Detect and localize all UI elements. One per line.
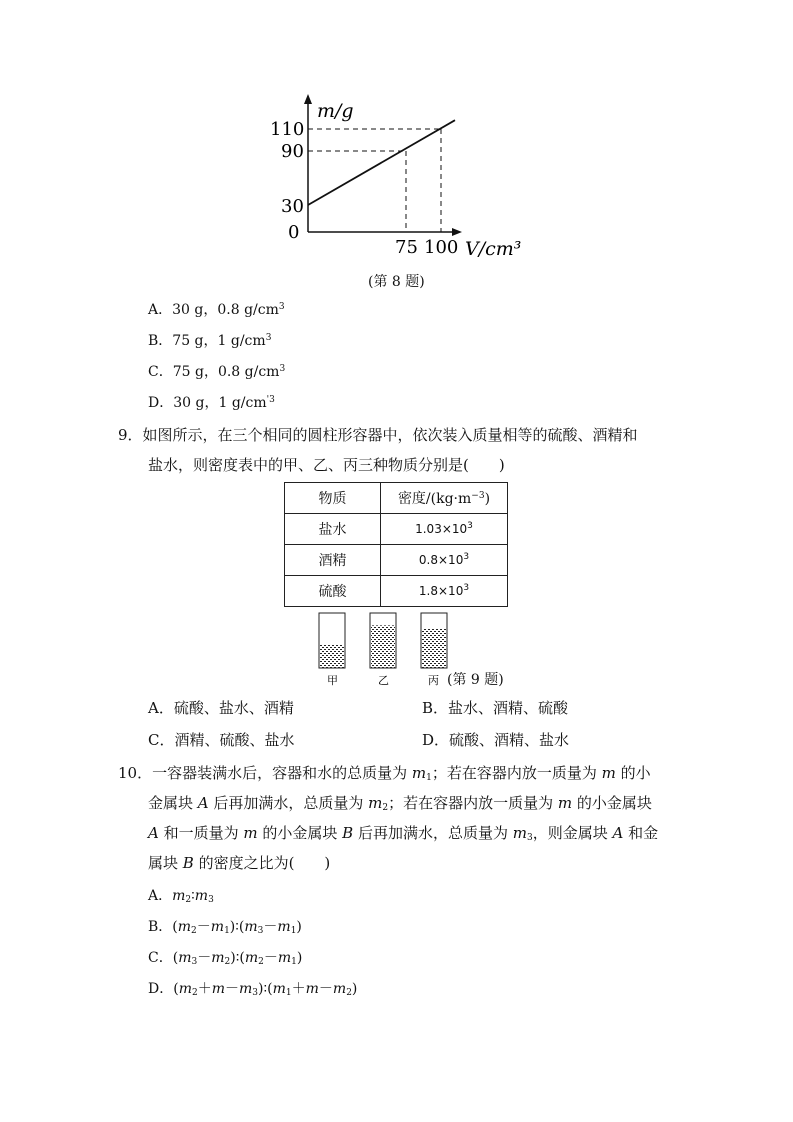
q8-option-b[interactable] (148, 331, 271, 351)
minus: － (196, 919, 211, 935)
q9-caption: (第 9 题) (447, 672, 504, 688)
var-m: m (244, 950, 259, 966)
liquid-level (320, 645, 344, 668)
question-number: 9． (118, 426, 143, 444)
q10-option-d[interactable] (148, 979, 357, 999)
var-m: m (272, 981, 286, 997)
option-text: 30 g，1 g/cm (173, 395, 267, 411)
option-letter: C． (148, 950, 173, 966)
option-sup: 3 (265, 333, 272, 343)
var-m: m (277, 950, 292, 966)
q9-option-a[interactable] (148, 697, 294, 719)
paren: ) (230, 950, 236, 966)
stem-text: 和金 (623, 824, 659, 842)
paren: ( (238, 919, 245, 935)
sub: 2 (258, 957, 264, 967)
option-text: 盐水、酒精、硫酸 (448, 699, 569, 717)
paren: ) (296, 919, 302, 935)
stem-text: ，则金属块 (532, 824, 613, 842)
var-m: m (411, 764, 427, 782)
stem-text: 金属块 (148, 794, 198, 812)
paren: ) (296, 950, 303, 966)
label-bing: 丙 (428, 674, 439, 687)
sub-1: 1 (426, 773, 432, 783)
stem-text: 的小 (615, 764, 651, 782)
option-letter: D． (148, 395, 174, 411)
sub-3: 3 (526, 833, 533, 843)
var-m: m (244, 919, 258, 935)
colon: ∶ (235, 919, 239, 935)
minus: － (197, 950, 212, 966)
minus: － (263, 919, 278, 935)
colon: ∶ (191, 888, 195, 904)
var-a: A (612, 824, 624, 842)
sub: 2 (185, 895, 192, 905)
density-exp: 3 (463, 583, 470, 593)
option-sup: 3 (279, 364, 286, 374)
q8-option-a[interactable] (148, 300, 285, 320)
cell-density (381, 545, 508, 576)
var-m: m (194, 888, 209, 904)
density-value: 1.8×10 (418, 584, 464, 598)
stem-text: ；若在容器内放一质量为 (388, 794, 558, 812)
option-letter: C． (148, 731, 175, 749)
minus: － (263, 950, 278, 966)
y-axis-arrow (304, 94, 312, 104)
minus: － (318, 981, 333, 997)
q10-stem-line2 (148, 792, 652, 814)
header-density-text: 密度/(kg·m (397, 491, 472, 507)
q10-option-a[interactable] (148, 886, 214, 906)
table-row (285, 545, 508, 576)
header-substance: 物质 (285, 483, 381, 514)
sub: 3 (191, 957, 198, 967)
q9-option-d[interactable] (422, 729, 569, 751)
stem-text: 和一质量为 (158, 824, 244, 842)
density-table (284, 482, 508, 607)
table-header-row (285, 483, 508, 514)
liquid-level (422, 629, 446, 668)
option-letter: B． (422, 699, 449, 717)
q8-option-d[interactable] (148, 393, 275, 413)
label-jia: 甲 (327, 674, 338, 687)
sub: 3 (252, 988, 259, 998)
option-text: 30 g，0.8 g/cm (172, 302, 279, 318)
q10-option-c[interactable] (148, 948, 302, 968)
option-letter: B． (148, 919, 173, 935)
var-m2 (368, 794, 388, 812)
q9-stem-line1 (118, 424, 638, 446)
sub: 2 (224, 957, 231, 967)
y-axis-label: m/g (317, 100, 354, 122)
minus: － (225, 981, 239, 997)
var-m: m (211, 950, 225, 966)
paren: ( (173, 981, 179, 997)
option-text: 酒精、硫酸、盐水 (174, 731, 295, 749)
option-letter: D． (148, 981, 174, 997)
label-yi: 乙 (378, 674, 389, 687)
var-a: A (148, 824, 159, 842)
var-b: B (342, 824, 354, 842)
var-m: m (305, 981, 319, 997)
var-m: m (239, 981, 253, 997)
y-tick-30: 30 (281, 196, 304, 217)
y-tick-0: 0 (288, 222, 300, 243)
stem-text: 的密度之比为( ) (193, 854, 331, 872)
density-exp: 3 (467, 521, 473, 531)
var-m: m (243, 824, 258, 842)
var-m: m (172, 888, 186, 904)
option-letter: A． (148, 302, 173, 318)
liquid-level (371, 625, 395, 667)
q10-stem-line4 (148, 852, 330, 874)
var-m: m (557, 794, 573, 812)
header-density-exp: −3 (471, 491, 485, 501)
q9-option-b[interactable] (422, 697, 568, 719)
option-text: 硫酸、盐水、酒精 (173, 699, 294, 717)
option-sup: 3 (278, 302, 285, 312)
q8-mass-volume-graph (270, 92, 540, 267)
x-tick-75: 75 (395, 237, 418, 258)
sub: 1 (224, 926, 230, 936)
density-exp: 3 (463, 552, 470, 562)
y-tick-110: 110 (270, 119, 305, 140)
colon: ∶ (263, 981, 268, 997)
table-row (285, 514, 508, 545)
var-m: m (211, 981, 225, 997)
paren: ( (172, 950, 179, 966)
var-m: m (178, 981, 192, 997)
colon: ∶ (235, 950, 240, 966)
q10-option-b[interactable] (148, 917, 302, 937)
sub: 1 (290, 926, 297, 936)
paren: ) (258, 981, 264, 997)
container-jia (319, 613, 345, 668)
paren: ) (229, 919, 236, 935)
x-tick-100: 100 (424, 237, 459, 258)
cell-substance: 酒精 (285, 545, 381, 576)
q10-stem-line1 (118, 762, 651, 784)
plus: ＋ (197, 981, 212, 997)
stem-text: ；若在容器内放一质量为 (431, 764, 602, 782)
container-yi (370, 613, 396, 668)
q9-stem-line2: 盐水，则密度表中的甲、乙、丙三种物质分别是( ) (148, 456, 505, 474)
cell-substance: 盐水 (285, 514, 381, 545)
option-text: 75 g，0.8 g/cm (172, 364, 280, 380)
x-axis-label: V/cm³ (465, 238, 522, 260)
cell-density (381, 514, 508, 545)
var-m: m (210, 919, 225, 935)
question-number: 10． (118, 764, 153, 782)
sub: 3 (208, 895, 214, 905)
stem-text: 后再加满水，总质量为 (208, 794, 369, 812)
paren: ( (267, 981, 273, 997)
header-density (381, 483, 508, 514)
y-tick-90: 90 (281, 141, 304, 162)
sub-2: 2 (382, 803, 389, 813)
q8-option-c[interactable] (148, 362, 285, 382)
var-m: m (277, 919, 291, 935)
header-density-close: ) (484, 491, 491, 507)
var-b: B (182, 854, 194, 872)
sub: 2 (191, 988, 198, 998)
sub: 2 (191, 926, 197, 936)
stem-text: 的小金属块 (572, 794, 652, 812)
option-letter: D． (422, 731, 450, 749)
x-axis-arrow (452, 228, 462, 236)
var-m: m (512, 824, 527, 842)
stem-text: 的小金属块 (257, 824, 343, 842)
cell-substance: 硫酸 (285, 576, 381, 607)
option-letter: A． (148, 888, 173, 904)
option-text: 硫酸、酒精、盐水 (449, 731, 570, 749)
container-bing (421, 613, 447, 668)
var-m: m (601, 764, 616, 782)
table-row (285, 576, 508, 607)
stem-text: 后再加满水，总质量为 (353, 824, 513, 842)
stem-text: 属块 (148, 854, 183, 872)
var-m1 (412, 764, 432, 782)
q9-containers-figure (300, 608, 470, 690)
sub: 1 (285, 988, 292, 998)
option-text: 75 g，1 g/cm (172, 333, 266, 349)
plus: ＋ (291, 981, 306, 997)
var-a: A (197, 794, 209, 812)
var-m: m (332, 981, 347, 997)
q9-option-c[interactable] (148, 729, 295, 751)
paren: ( (239, 950, 245, 966)
paren: ( (172, 919, 178, 935)
paren: ) (351, 981, 358, 997)
option-letter: A． (148, 699, 174, 717)
var-m: m (368, 794, 383, 812)
option-letter: B． (148, 333, 173, 349)
sub: 3 (257, 926, 264, 936)
option-sup: '3 (266, 395, 275, 405)
q8-caption: (第 8 题) (368, 274, 425, 290)
density-value: 1.03×10 (415, 522, 468, 536)
option-letter: C． (148, 364, 173, 380)
series-line (308, 120, 455, 205)
cell-density (381, 576, 508, 607)
sub: 1 (291, 957, 297, 967)
var-m3 (513, 824, 533, 842)
var-m: m (177, 919, 192, 935)
stem-text: 一容器装满水后，容器和水的总质量为 (152, 764, 412, 782)
sub: 2 (346, 988, 352, 998)
stem-text: 如图所示，在三个相同的圆柱形容器中，依次装入质量相等的硫酸、酒精和 (142, 426, 638, 444)
q10-stem-line3 (148, 822, 658, 844)
var-m: m (178, 950, 192, 966)
density-value: 0.8×10 (418, 553, 464, 567)
